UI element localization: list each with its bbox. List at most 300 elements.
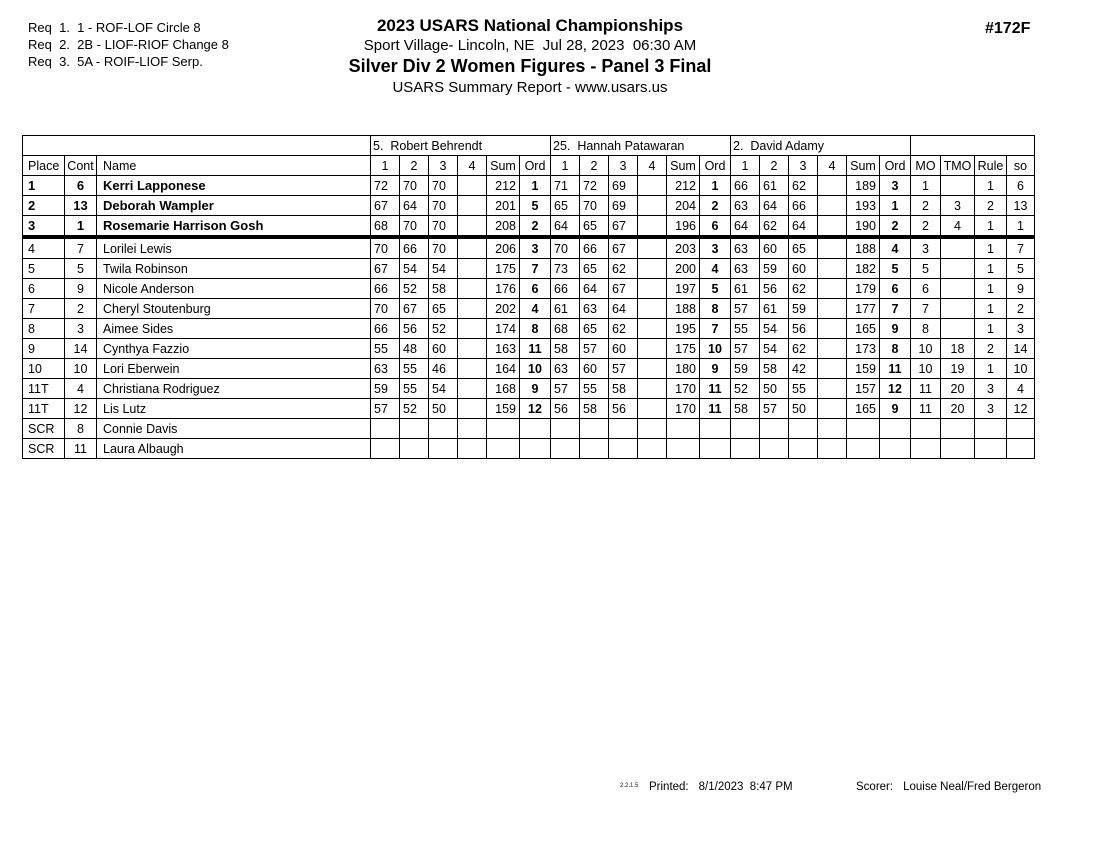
judge1-score-cell: 66 — [371, 319, 400, 339]
judge3-ord-cell — [880, 419, 911, 439]
requirement-line-3: Req 3. 5A - ROIF-LIOF Serp. — [28, 54, 203, 69]
name-cell: Aimee Sides — [97, 319, 371, 339]
contestant-number-cell: 3 — [65, 319, 97, 339]
mo-cell: 11 — [911, 399, 941, 419]
judge1-sum-cell: 168 — [487, 379, 520, 399]
judge1-score-cell — [458, 237, 487, 259]
tmo-cell — [941, 299, 975, 319]
judge3-score-cell: 60 — [789, 259, 818, 279]
contestant-number-cell: 8 — [65, 419, 97, 439]
rule-cell: 1 — [975, 359, 1007, 379]
judge2-score-cell: 70 — [551, 237, 580, 259]
name-cell: Nicole Anderson — [97, 279, 371, 299]
table-row — [23, 439, 1035, 459]
judge1-sum-cell — [487, 439, 520, 459]
judges-header-spacer-right — [911, 136, 1035, 156]
judge3-score-cell: 50 — [789, 399, 818, 419]
judge1-ord-cell: 6 — [520, 279, 551, 299]
judge2-ord-cell: 7 — [700, 319, 731, 339]
table-row — [23, 299, 1035, 319]
so-cell: 6 — [1007, 176, 1035, 196]
judge1-score-cell — [458, 279, 487, 299]
rule-cell: 1 — [975, 237, 1007, 259]
column-header-rule: Rule — [975, 156, 1007, 176]
judge3-score-cell: 59 — [789, 299, 818, 319]
mo-cell — [911, 419, 941, 439]
column-header-cont: Cont — [65, 156, 97, 176]
judge2-score-cell: 56 — [551, 399, 580, 419]
contestant-number-cell: 10 — [65, 359, 97, 379]
contestant-number-cell: 14 — [65, 339, 97, 359]
judge2-ord-cell — [700, 419, 731, 439]
judge2-score-cell — [551, 419, 580, 439]
event-title: Silver Div 2 Women Figures - Panel 3 Final — [348, 56, 712, 76]
table-row — [23, 196, 1035, 216]
judge1-score-cell: 52 — [400, 279, 429, 299]
rule-cell: 1 — [975, 279, 1007, 299]
judge1-sum-cell: 208 — [487, 216, 520, 238]
judge1-ord-cell — [520, 439, 551, 459]
judge2-score-cell — [609, 419, 638, 439]
judge2-score-cell — [609, 439, 638, 459]
mo-cell: 11 — [911, 379, 941, 399]
judge1-score-cell — [400, 419, 429, 439]
rule-cell: 2 — [975, 196, 1007, 216]
mo-cell: 7 — [911, 299, 941, 319]
name-cell: Kerri Lapponese — [97, 176, 371, 196]
name-cell: Connie Davis — [97, 419, 371, 439]
judge1-score-cell: 70 — [400, 216, 429, 238]
judge2-score-cell: 57 — [551, 379, 580, 399]
judge3-score-cell: 66 — [789, 196, 818, 216]
judge3-ord-cell: 9 — [880, 319, 911, 339]
judge1-score-cell — [458, 439, 487, 459]
column-header-row — [23, 156, 1035, 176]
judge2-score-cell: 62 — [609, 319, 638, 339]
judge2-score-cell: 69 — [609, 176, 638, 196]
rule-cell: 2 — [975, 339, 1007, 359]
judge3-sum-cell: 177 — [847, 299, 880, 319]
requirement-line-2: Req 2. 2B - LIOF-RIOF Change 8 — [28, 37, 229, 52]
judge3-score-cell: 55 — [789, 379, 818, 399]
judge3-score-cell: 59 — [760, 259, 789, 279]
judge1-score-cell: 63 — [371, 359, 400, 379]
judge3-score-cell: 42 — [789, 359, 818, 379]
version-note: 2.2.1.5 — [620, 783, 639, 789]
table-row — [23, 379, 1035, 399]
judge1-score-cell: 55 — [400, 359, 429, 379]
judge1-score-cell — [371, 439, 400, 459]
judge3-sum-cell: 179 — [847, 279, 880, 299]
judge1-sum-cell: 176 — [487, 279, 520, 299]
judge1-score-cell — [458, 399, 487, 419]
rule-cell: 3 — [975, 379, 1007, 399]
championship-title: 2023 USARS National Championships — [376, 16, 684, 35]
rule-cell: 3 — [975, 399, 1007, 419]
judge2-ord-cell: 10 — [700, 339, 731, 359]
tmo-cell — [941, 176, 975, 196]
judge3-score-cell: 54 — [760, 319, 789, 339]
contestant-number-cell: 4 — [65, 379, 97, 399]
judge2-ord-cell: 1 — [700, 176, 731, 196]
judge3-ord-cell: 5 — [880, 259, 911, 279]
judge3-score-cell — [818, 399, 847, 419]
judge1-ord-cell: 10 — [520, 359, 551, 379]
judge3-score-cell — [818, 419, 847, 439]
judge3-header-3: 3 — [789, 156, 818, 176]
judge2-score-cell — [638, 319, 667, 339]
judge2-sum-cell: 188 — [667, 299, 700, 319]
judge3-header-ord: Ord — [880, 156, 911, 176]
judge1-ord-cell — [520, 419, 551, 439]
contestant-number-cell: 1 — [65, 216, 97, 238]
judge1-score-cell: 70 — [429, 216, 458, 238]
judge1-score-cell: 48 — [400, 339, 429, 359]
mo-cell: 10 — [911, 339, 941, 359]
mo-cell — [911, 439, 941, 459]
place-cell: 10 — [23, 359, 65, 379]
judge1-score-cell: 70 — [371, 299, 400, 319]
judge2-sum-cell: 170 — [667, 399, 700, 419]
judge1-score-cell — [458, 259, 487, 279]
judge2-ord-cell: 3 — [700, 237, 731, 259]
judge2-header-3: 3 — [609, 156, 638, 176]
judge2-score-cell: 73 — [551, 259, 580, 279]
place-cell: 1 — [23, 176, 65, 196]
judge3-score-cell: 57 — [760, 399, 789, 419]
judge3-score-cell: 57 — [731, 299, 760, 319]
judge3-score-cell — [760, 439, 789, 459]
judge2-score-cell: 66 — [580, 237, 609, 259]
judge3-score-cell — [818, 359, 847, 379]
judge1-header-2: 2 — [400, 156, 429, 176]
judge2-score-cell — [638, 439, 667, 459]
judge1-score-cell: 54 — [429, 259, 458, 279]
judge2-header-ord: Ord — [700, 156, 731, 176]
judge3-score-cell: 58 — [760, 359, 789, 379]
name-cell: Cynthya Fazzio — [97, 339, 371, 359]
judge3-score-cell: 61 — [731, 279, 760, 299]
judge3-sum-cell: 189 — [847, 176, 880, 196]
judge1-score-cell: 70 — [429, 196, 458, 216]
judge3-score-cell: 57 — [731, 339, 760, 359]
judge3-sum-cell: 165 — [847, 319, 880, 339]
judge2-sum-cell: 180 — [667, 359, 700, 379]
judge2-score-cell: 60 — [609, 339, 638, 359]
judge3-ord-cell: 11 — [880, 359, 911, 379]
judge3-score-cell: 54 — [760, 339, 789, 359]
table-row — [23, 237, 1035, 259]
judge2-score-cell: 65 — [551, 196, 580, 216]
judge1-score-cell — [371, 419, 400, 439]
judge1-score-cell — [458, 299, 487, 319]
contestant-number-cell: 11 — [65, 439, 97, 459]
judges-header-spacer-left — [23, 136, 371, 156]
judge3-score-cell: 50 — [760, 379, 789, 399]
judge2-score-cell: 63 — [551, 359, 580, 379]
judge3-ord-cell: 3 — [880, 176, 911, 196]
judge3-score-cell — [731, 439, 760, 459]
judge2-ord-cell: 8 — [700, 299, 731, 319]
tmo-cell: 18 — [941, 339, 975, 359]
mo-cell: 5 — [911, 259, 941, 279]
judge3-score-cell — [818, 237, 847, 259]
judge-header-1: 5. Robert Behrendt — [371, 136, 551, 156]
judge3-score-cell: 63 — [731, 237, 760, 259]
judge3-score-cell: 61 — [760, 176, 789, 196]
judge2-ord-cell: 11 — [700, 399, 731, 419]
table-row — [23, 319, 1035, 339]
judge1-score-cell: 55 — [371, 339, 400, 359]
judge3-ord-cell: 1 — [880, 196, 911, 216]
judge2-score-cell: 67 — [609, 279, 638, 299]
judge2-score-cell — [638, 196, 667, 216]
place-cell: 4 — [23, 237, 65, 259]
judge3-score-cell — [789, 439, 818, 459]
requirement-line-1: Req 1. 1 - ROF-LOF Circle 8 — [28, 20, 201, 35]
judge1-score-cell — [458, 196, 487, 216]
judge3-score-cell: 63 — [731, 259, 760, 279]
judge2-score-cell: 61 — [551, 299, 580, 319]
column-header-so: so — [1007, 156, 1035, 176]
judge1-sum-cell: 164 — [487, 359, 520, 379]
mo-cell: 6 — [911, 279, 941, 299]
mo-cell: 2 — [911, 196, 941, 216]
judge2-score-cell: 67 — [609, 237, 638, 259]
judge3-score-cell — [731, 419, 760, 439]
judge1-score-cell: 70 — [429, 176, 458, 196]
judge2-score-cell — [638, 237, 667, 259]
so-cell: 2 — [1007, 299, 1035, 319]
name-cell: Deborah Wampler — [97, 196, 371, 216]
judge2-score-cell: 69 — [609, 196, 638, 216]
rule-cell — [975, 419, 1007, 439]
judge3-sum-cell: 157 — [847, 379, 880, 399]
judge1-score-cell: 68 — [371, 216, 400, 238]
rule-cell: 1 — [975, 259, 1007, 279]
judge2-score-cell: 71 — [551, 176, 580, 196]
judge1-score-cell: 52 — [400, 399, 429, 419]
judge1-score-cell: 54 — [429, 379, 458, 399]
judge3-sum-cell: 165 — [847, 399, 880, 419]
name-cell: Cheryl Stoutenburg — [97, 299, 371, 319]
judge2-header-1: 1 — [551, 156, 580, 176]
judge3-score-cell: 55 — [731, 319, 760, 339]
tmo-cell: 20 — [941, 399, 975, 419]
judge1-header-1: 1 — [371, 156, 400, 176]
judge3-score-cell: 56 — [760, 279, 789, 299]
judge2-header-sum: Sum — [667, 156, 700, 176]
judge2-score-cell: 65 — [580, 319, 609, 339]
judge1-score-cell: 66 — [400, 237, 429, 259]
column-header-mo: MO — [911, 156, 941, 176]
judge1-sum-cell: 212 — [487, 176, 520, 196]
judge1-score-cell — [458, 319, 487, 339]
judge3-score-cell — [818, 439, 847, 459]
judge3-sum-cell — [847, 419, 880, 439]
judge3-score-cell: 64 — [760, 196, 789, 216]
table-row — [23, 399, 1035, 419]
judge3-score-cell — [818, 196, 847, 216]
judge1-sum-cell: 159 — [487, 399, 520, 419]
place-cell: 8 — [23, 319, 65, 339]
judge2-score-cell: 58 — [580, 399, 609, 419]
so-cell: 7 — [1007, 237, 1035, 259]
judge1-score-cell — [400, 439, 429, 459]
judge1-score-cell: 52 — [429, 319, 458, 339]
so-cell — [1007, 439, 1035, 459]
printed-datetime: 8/1/2023 8:47 PM — [698, 781, 793, 793]
tmo-cell — [941, 259, 975, 279]
judge1-sum-cell: 206 — [487, 237, 520, 259]
judge1-score-cell: 67 — [371, 196, 400, 216]
judge3-ord-cell: 6 — [880, 279, 911, 299]
judge2-score-cell — [551, 439, 580, 459]
judge2-sum-cell: 203 — [667, 237, 700, 259]
printed-line — [649, 781, 793, 793]
judge2-score-cell: 72 — [580, 176, 609, 196]
judge1-ord-cell: 3 — [520, 237, 551, 259]
place-cell: 5 — [23, 259, 65, 279]
mo-cell: 8 — [911, 319, 941, 339]
judge3-score-cell: 66 — [731, 176, 760, 196]
judge1-score-cell: 67 — [400, 299, 429, 319]
tmo-cell: 20 — [941, 379, 975, 399]
judge3-score-cell: 64 — [789, 216, 818, 238]
judge3-header-sum: Sum — [847, 156, 880, 176]
judge2-sum-cell: 170 — [667, 379, 700, 399]
judge1-score-cell — [458, 216, 487, 238]
judge2-score-cell — [638, 299, 667, 319]
judge3-ord-cell: 2 — [880, 216, 911, 238]
judge2-ord-cell: 11 — [700, 379, 731, 399]
contestant-number-cell: 13 — [65, 196, 97, 216]
tmo-cell — [941, 419, 975, 439]
judge1-sum-cell: 163 — [487, 339, 520, 359]
column-header-tmo: TMO — [941, 156, 975, 176]
judge2-score-cell — [580, 439, 609, 459]
judge1-ord-cell: 12 — [520, 399, 551, 419]
judge3-sum-cell: 182 — [847, 259, 880, 279]
judge2-score-cell: 55 — [580, 379, 609, 399]
judge2-score-cell: 64 — [551, 216, 580, 238]
judge2-sum-cell — [667, 439, 700, 459]
judge1-score-cell — [458, 379, 487, 399]
judge2-sum-cell: 175 — [667, 339, 700, 359]
judge2-score-cell — [638, 216, 667, 238]
judge2-sum-cell: 212 — [667, 176, 700, 196]
judge2-score-cell: 56 — [609, 399, 638, 419]
judge3-ord-cell: 7 — [880, 299, 911, 319]
contestant-number-cell: 12 — [65, 399, 97, 419]
judge3-ord-cell: 8 — [880, 339, 911, 359]
judge3-sum-cell: 173 — [847, 339, 880, 359]
judge2-score-cell — [638, 399, 667, 419]
place-cell: 2 — [23, 196, 65, 216]
judge2-score-cell: 65 — [580, 259, 609, 279]
judge3-score-cell: 60 — [760, 237, 789, 259]
judge1-score-cell: 70 — [371, 237, 400, 259]
judge2-score-cell — [638, 339, 667, 359]
mo-cell: 1 — [911, 176, 941, 196]
judge3-ord-cell — [880, 439, 911, 459]
judge1-score-cell — [458, 339, 487, 359]
judge1-score-cell: 72 — [371, 176, 400, 196]
judge2-sum-cell: 204 — [667, 196, 700, 216]
judge3-score-cell: 59 — [731, 359, 760, 379]
contestant-number-cell: 2 — [65, 299, 97, 319]
judge2-score-cell — [638, 419, 667, 439]
judge3-score-cell: 62 — [760, 216, 789, 238]
judge1-ord-cell: 5 — [520, 196, 551, 216]
judge2-score-cell: 65 — [580, 216, 609, 238]
event-number: #172F — [985, 20, 1031, 37]
judge1-score-cell: 70 — [429, 237, 458, 259]
judge-header-2: 25. Hannah Patawaran — [551, 136, 731, 156]
judge1-header-ord: Ord — [520, 156, 551, 176]
so-cell: 3 — [1007, 319, 1035, 339]
place-cell: 11T — [23, 379, 65, 399]
judge2-score-cell: 62 — [609, 259, 638, 279]
judge1-score-cell: 65 — [429, 299, 458, 319]
judge3-sum-cell: 159 — [847, 359, 880, 379]
rule-cell — [975, 439, 1007, 459]
table-row — [23, 176, 1035, 196]
judge2-score-cell: 66 — [551, 279, 580, 299]
judge3-sum-cell — [847, 439, 880, 459]
judge3-score-cell: 64 — [731, 216, 760, 238]
judge3-score-cell — [789, 419, 818, 439]
so-cell: 10 — [1007, 359, 1035, 379]
judge1-score-cell: 66 — [371, 279, 400, 299]
judge3-header-1: 1 — [731, 156, 760, 176]
tmo-cell: 3 — [941, 196, 975, 216]
place-cell: SCR — [23, 439, 65, 459]
judge3-score-cell: 58 — [731, 399, 760, 419]
scorer-label: Scorer: — [856, 781, 894, 793]
judge3-ord-cell: 9 — [880, 399, 911, 419]
judge3-ord-cell: 4 — [880, 237, 911, 259]
results-table — [22, 135, 1035, 459]
judge2-ord-cell: 6 — [700, 216, 731, 238]
contestant-number-cell: 6 — [65, 176, 97, 196]
table-row — [23, 259, 1035, 279]
column-header-name: Name — [97, 156, 371, 176]
judge3-sum-cell: 193 — [847, 196, 880, 216]
place-cell: 7 — [23, 299, 65, 319]
judge1-ord-cell: 2 — [520, 216, 551, 238]
judge2-score-cell: 70 — [580, 196, 609, 216]
judge2-sum-cell: 200 — [667, 259, 700, 279]
judge3-score-cell — [818, 339, 847, 359]
judge-header-3: 2. David Adamy — [731, 136, 911, 156]
judge2-score-cell: 64 — [609, 299, 638, 319]
rule-cell: 1 — [975, 299, 1007, 319]
judges-header-row — [23, 136, 1035, 156]
judge1-score-cell — [429, 419, 458, 439]
so-cell: 14 — [1007, 339, 1035, 359]
judge1-ord-cell: 1 — [520, 176, 551, 196]
column-header-place: Place — [23, 156, 65, 176]
so-cell: 5 — [1007, 259, 1035, 279]
rule-cell: 1 — [975, 319, 1007, 339]
rule-cell: 1 — [975, 216, 1007, 238]
judge3-score-cell — [818, 319, 847, 339]
judge3-sum-cell: 188 — [847, 237, 880, 259]
judge1-sum-cell: 201 — [487, 196, 520, 216]
judge1-score-cell — [458, 419, 487, 439]
place-cell: 6 — [23, 279, 65, 299]
